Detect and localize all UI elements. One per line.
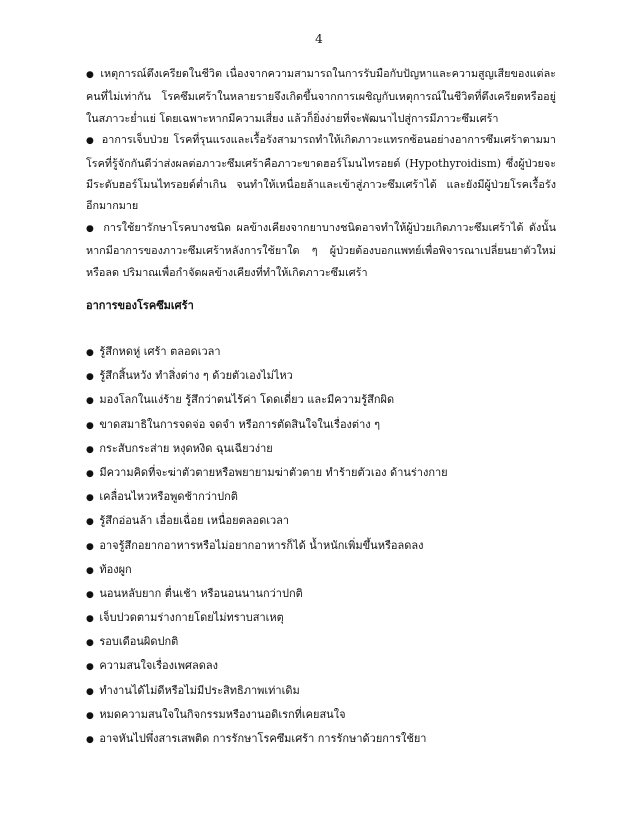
bullet-icon: ● — [86, 223, 96, 234]
symptom-text: อาจรู้สึกอยากอาหารหรือไม่อยากอาหารก็ได้ น้ำหนักเพิ่มขึ้นหรือลดลง — [99, 538, 424, 552]
bullet-icon: ● — [86, 686, 94, 697]
list-item — [86, 461, 556, 485]
intro-paragraph — [86, 63, 556, 129]
symptom-text: รู้สึกอ่อนล้า เอื่อยเฉื่อย เหนื่อยตลอดเวลา — [99, 514, 290, 528]
bullet-icon: ● — [86, 396, 94, 407]
bullet-icon: ● — [86, 348, 94, 358]
symptom-text: เจ็บปวดตามร่างกายโดยไม่ทราบสาเหตุ — [99, 611, 284, 625]
list-item — [86, 630, 556, 654]
list-item — [86, 340, 556, 364]
symptom-text: ขาดสมาธิในการจดจ่อ จดจำ หรือการตัดสินใจในเรื่องต่าง ๆ — [99, 417, 381, 431]
bullet-icon: ● — [86, 710, 94, 721]
list-item — [86, 582, 556, 606]
list-item — [86, 509, 556, 533]
list-item — [86, 534, 556, 558]
bullet-icon: ● — [86, 420, 94, 431]
bullet-icon: ● — [86, 662, 94, 673]
symptom-text: ทำงานได้ไม่ดีหรือไม่มีประสิทธิภาพเท่าเดิม — [99, 683, 300, 697]
list-item — [86, 606, 556, 630]
bullet-icon: ● — [86, 541, 94, 552]
symptom-text: กระสับกระส่าย หงุดหงิด ฉุนเฉียวง่าย — [99, 441, 273, 455]
symptom-text: รู้สึกหดหู่ เศร้า ตลอดเวลา — [99, 345, 221, 358]
bullet-icon: ● — [86, 372, 94, 383]
bullet-icon: ● — [86, 735, 94, 745]
symptom-text: มีความคิดที่จะฆ่าตัวตายหรือพยายามฆ่าตัวตาย ทำร้ายตัวเอง ด้านร่างกาย — [99, 465, 448, 479]
symptom-text: นอนหลับยาก ตื่นเช้า หรือนอนนานกว่าปกติ — [99, 586, 303, 600]
bullet-icon: ● — [86, 444, 94, 455]
list-item — [86, 654, 556, 678]
symptom-text: ความสนใจเรื่องเพศลดลง — [99, 659, 219, 673]
symptom-text: รู้สึกสิ้นหวัง ทำสิ่งต่าง ๆ ด้วยตัวเองไม่ไหว — [99, 369, 293, 383]
section-title: อาการของโรคซึมเศร้า — [86, 299, 194, 312]
page-number: 4 — [315, 32, 323, 46]
bullet-icon: ● — [86, 638, 94, 649]
bullet-icon: ● — [86, 70, 95, 80]
intro-paragraph — [86, 129, 556, 217]
list-item — [86, 485, 556, 509]
intro-paragraph-text: เหตุการณ์ตึงเครียดในชีวิต เนื่องจากความสามารถในการรับมือกับปัญหาและความสูญเสียของแต่ละคนที่ไม่เท่ากัน โรคซึมเศร้าในหลายรายจึงเกิดขึ้นจากการเผชิญกับเหตุการณ์ในชีวิตที่ตึงเครียดหรืออยู่ในสภาวะย่ำแย่ โดยเฉพาะหากมีความเสี่ยง แล้วก็ยิ่งง่ายที่จะพัฒนาไปสู่การมีภาวะซึมเศร้า — [86, 67, 556, 125]
list-item — [86, 703, 556, 727]
symptom-text: อาจหันไปพึ่งสารเสพติด การรักษาโรคซึมเศร้า การรักษาด้วยการใช้ยา — [99, 732, 427, 745]
list-item — [86, 437, 556, 461]
symptom-text: ท้องผูก — [99, 562, 132, 576]
symptom-text: เคลื่อนไหวหรือพูดช้ากว่าปกติ — [99, 490, 238, 504]
intro-paragraph — [86, 217, 556, 283]
list-item — [86, 364, 556, 388]
intro-paragraph-text: การใช้ยารักษาโรคบางชนิด ผลข้างเคียงจากยาบางชนิดอาจทำให้ผู้ป่วยเกิดภาวะซึมเศร้าได้ ดังนั้น หากมีอาการของภาวะซึมเศร้าหลังการใช้ยาใด ๆ ผู้ป่วยต้องบอกแพทย์เพื่อพิจารณาเปลี่ยนยาตัวใหม่หรือลด ปริมาณเพื่อกำจัดผลข้างเคียงที่ทำให้เกิดภาวะซึมเศร้า — [86, 220, 556, 279]
list-item — [86, 388, 556, 412]
list-item — [86, 558, 556, 582]
symptom-text: รอบเดือนผิดปกติ — [99, 635, 179, 649]
symptom-text: มองโลกในแง่ร้าย รู้สึกว่าตนไร้ค่า โดดเดี่ยว และมีความรู้สึกผิด — [99, 393, 395, 407]
list-item — [86, 679, 556, 703]
bullet-icon: ● — [86, 136, 96, 147]
bullet-icon: ● — [86, 517, 94, 528]
bullet-icon: ● — [86, 614, 94, 625]
symptom-text: หมดความสนใจในกิจกรรมหรืองานอดิเรกที่เคยสนใจ — [99, 707, 346, 721]
bullet-icon: ● — [86, 493, 94, 504]
intro-section — [86, 63, 556, 283]
symptom-list — [86, 340, 556, 751]
list-item — [86, 727, 556, 751]
list-item — [86, 413, 556, 437]
intro-paragraph-text: อาการเจ็บป่วย โรคที่รุนแรงและเรื้อรังสามารถทำให้เกิดภาวะแทรกซ้อนอย่างอาการซึมเศร้าตามมา โรคที่รู้จักกันดีว่าส่งผลต่อภาวะซึมเศร้าคือภาวะขาดฮอร์โมนไทรอยด์ (Hypothyroidism) ซึ่งผู้ป่วยจะมีระดับฮอร์โมนไทรอยด์ต่ำเกิน จนทำให้เหนื่อยล้าและเข้าสู่ภาวะซึมเศร้าได้ และยังมีผู้ป่วยโรคเรื้อรังอีกมากมาย — [86, 133, 556, 213]
bullet-icon: ● — [86, 589, 94, 600]
bullet-icon: ● — [86, 565, 94, 576]
bullet-icon: ● — [86, 468, 94, 479]
